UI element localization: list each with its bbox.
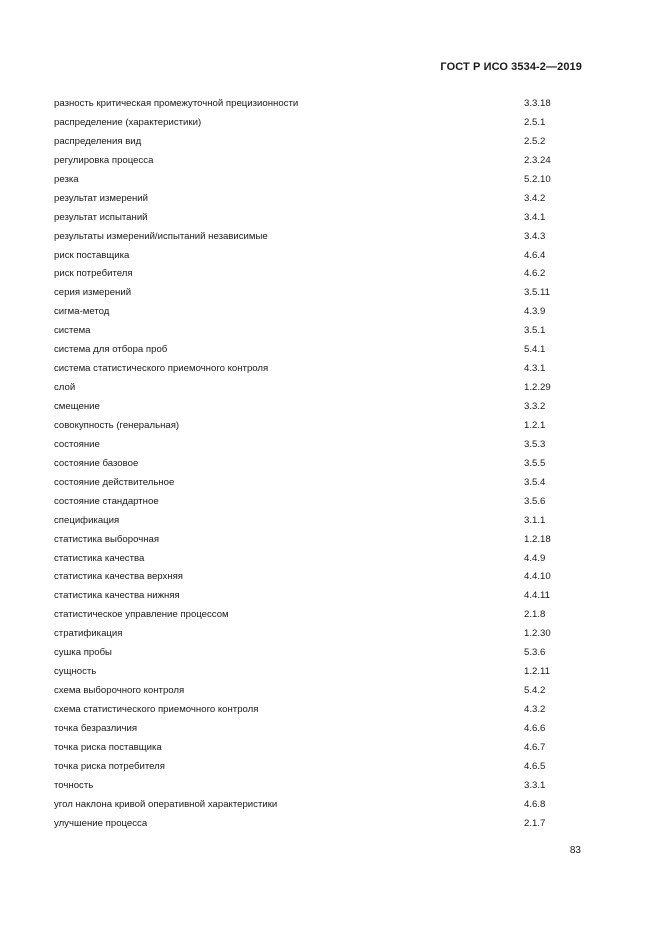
index-term: результаты измерений/испытаний независимые (54, 230, 268, 242)
index-entry (54, 627, 594, 646)
page-number: 83 (569, 845, 581, 856)
index-entry (54, 779, 594, 798)
index-term: распределение (характеристики) (54, 116, 202, 128)
index-reference: 4.6.5 (524, 760, 546, 772)
index-reference: 5.3.6 (524, 647, 546, 659)
index-term: риск потребителя (54, 268, 133, 280)
index-term: смещение (54, 401, 100, 412)
index-term: точка риска поставщика (54, 741, 162, 753)
index-reference: 4.4.11 (524, 590, 550, 602)
index-entry (54, 457, 594, 476)
index-entry (54, 817, 594, 836)
index-entry (54, 646, 594, 665)
index-reference: 3.3.2 (524, 401, 546, 412)
index-entry (54, 381, 594, 400)
index-reference: 3.5.11 (524, 287, 550, 299)
index-reference: 4.6.2 (524, 268, 546, 280)
index-term: схема статистического приемочного контроля (54, 704, 259, 715)
index-entry (54, 362, 594, 381)
index-term: состояние (54, 438, 100, 450)
index-term: риск поставщика (54, 249, 130, 261)
index-term: регулировка процесса (54, 154, 154, 166)
index-reference: 3.5.5 (524, 457, 546, 469)
index-term: статистика качества (54, 552, 145, 564)
index-reference: 4.4.9 (524, 552, 546, 564)
index-reference: 2.5.1 (524, 116, 546, 128)
alphabetical-index (54, 97, 594, 836)
index-reference: 2.5.2 (524, 135, 546, 147)
index-entry (54, 211, 594, 230)
index-reference: 2.1.8 (524, 609, 546, 621)
index-term: состояние базовое (54, 457, 139, 469)
index-entry (54, 476, 594, 495)
index-term: серия измерений (54, 287, 132, 299)
index-reference: 1.2.18 (524, 533, 551, 545)
index-reference: 4.6.6 (524, 722, 546, 734)
index-entry (54, 286, 594, 305)
index-reference: 3.4.1 (524, 211, 546, 223)
index-reference: 4.6.4 (524, 249, 546, 261)
index-reference: 2.3.24 (524, 154, 551, 166)
index-term: распределения вид (54, 135, 142, 147)
index-reference: 3.1.1 (524, 514, 546, 526)
index-reference: 3.4.3 (524, 230, 546, 242)
index-entry (54, 438, 594, 457)
index-entry (54, 154, 594, 173)
index-term: резка (54, 173, 79, 185)
index-term: сигма-метод (54, 306, 110, 318)
index-reference: 3.3.18 (524, 98, 551, 109)
index-reference: 1.2.30 (524, 628, 551, 640)
index-term: статистика выборочная (54, 533, 160, 545)
index-term: схема выборочного контроля (54, 685, 185, 697)
document-header: ГОСТ Р ИСО 3534-2—2019 (440, 61, 582, 73)
index-reference: 4.3.2 (524, 704, 546, 715)
index-entry (54, 514, 594, 533)
index-reference: 5.4.2 (524, 685, 546, 697)
index-entry (54, 495, 594, 514)
index-entry (54, 116, 594, 135)
index-term: разность критическая промежуточной прецизионности (54, 98, 299, 109)
index-reference: 5.2.10 (524, 173, 551, 185)
index-term: точка риска потребителя (54, 760, 165, 772)
index-entry (54, 267, 594, 286)
index-reference: 4.6.7 (524, 741, 546, 753)
index-reference: 4.4.10 (524, 571, 551, 583)
index-reference: 3.5.4 (524, 476, 546, 488)
index-entry (54, 249, 594, 268)
index-reference: 4.3.9 (524, 306, 546, 318)
index-term: статистика качества верхняя (54, 571, 184, 583)
index-entry (54, 741, 594, 760)
index-entry (54, 135, 594, 154)
index-entry (54, 400, 594, 419)
index-term: улучшение процесса (54, 817, 148, 829)
index-entry (54, 305, 594, 324)
index-term: статистика качества нижняя (54, 590, 180, 602)
index-reference: 3.4.2 (524, 192, 546, 204)
index-entry (54, 722, 594, 741)
index-reference: 2.1.7 (524, 817, 546, 829)
index-term: статистическое управление процессом (54, 609, 229, 621)
index-entry (54, 608, 594, 627)
index-entry (54, 552, 594, 571)
index-reference: 3.5.1 (524, 325, 546, 337)
index-entry (54, 97, 594, 116)
index-reference: 3.5.6 (524, 495, 546, 507)
index-reference: 5.4.1 (524, 344, 546, 356)
index-term: точка безразличия (54, 722, 138, 734)
index-term: сущность (54, 666, 97, 678)
index-term: состояние действительное (54, 476, 175, 488)
index-entry (54, 589, 594, 608)
index-term: точность (54, 779, 94, 791)
index-reference: 3.5.3 (524, 438, 546, 450)
index-term: совокупность (генеральная) (54, 419, 180, 431)
index-term: угол наклона кривой оперативной характеристики (54, 798, 278, 810)
index-entry (54, 230, 594, 249)
index-reference: 1.2.29 (524, 382, 551, 394)
index-entry (54, 703, 594, 722)
index-term: система (54, 325, 91, 337)
index-term: результат измерений (54, 192, 149, 204)
index-entry (54, 324, 594, 343)
index-term: спецификация (54, 514, 120, 526)
index-reference: 3.3.1 (524, 779, 546, 791)
index-entry (54, 343, 594, 362)
index-entry (54, 760, 594, 779)
index-term: сушка пробы (54, 647, 112, 659)
index-term: система для отбора проб (54, 344, 168, 356)
index-entry (54, 684, 594, 703)
index-reference: 1.2.1 (524, 419, 546, 431)
index-entry (54, 798, 594, 817)
index-term: результат испытаний (54, 211, 148, 223)
index-reference: 1.2.11 (524, 666, 550, 678)
index-reference: 4.3.1 (524, 363, 546, 375)
index-term: система статистического приемочного контроля (54, 363, 269, 375)
index-term: состояние стандартное (54, 495, 159, 507)
index-entry (54, 173, 594, 192)
index-entry (54, 570, 594, 589)
index-entry (54, 533, 594, 552)
index-reference: 4.6.8 (524, 798, 546, 810)
index-term: слой (54, 382, 76, 394)
index-entry (54, 419, 594, 438)
index-entry (54, 665, 594, 684)
index-term: стратификация (54, 628, 123, 640)
index-entry (54, 192, 594, 211)
